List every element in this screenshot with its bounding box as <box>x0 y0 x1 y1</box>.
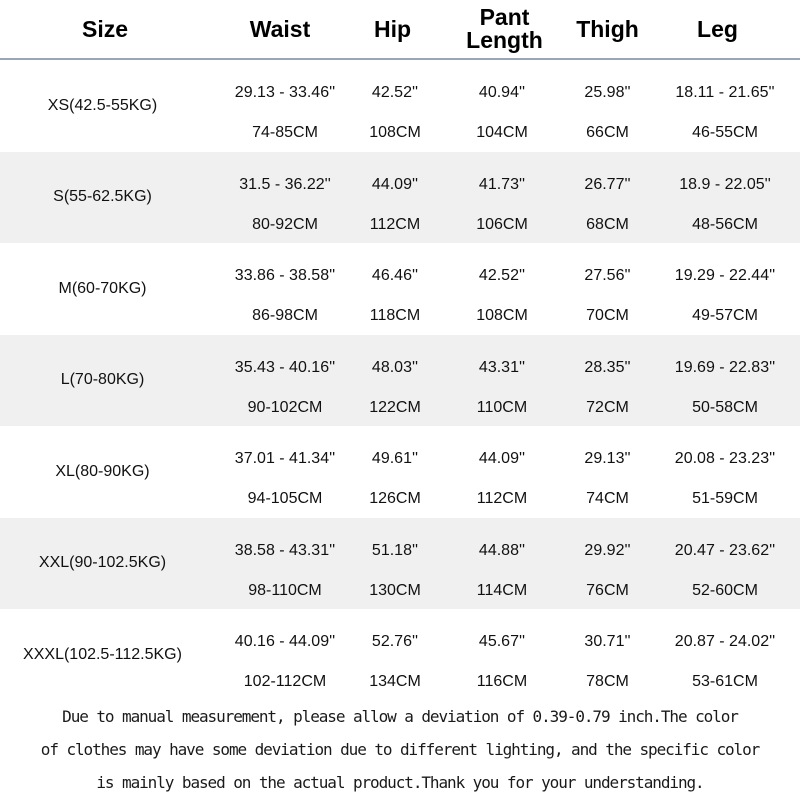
table-row <box>0 60 800 152</box>
leg-inch: 20.47 - 23.62'' <box>674 541 776 559</box>
thigh-inch: 27.56'' <box>584 267 631 284</box>
hip-cm: 126CM <box>369 490 421 507</box>
waist-cm: 98-110CM <box>248 581 322 599</box>
pant-length-cm: 104CM <box>476 124 528 141</box>
thigh-inch: 26.77'' <box>584 175 631 193</box>
note-line-1: Due to manual measurement, please allow a deviation of 0.39-0.79 inch.The color <box>62 707 738 726</box>
hip-cm: 134CM <box>369 673 421 690</box>
pant-length-inch: 44.88'' <box>478 541 526 559</box>
waist-cm: 94-105CM <box>247 490 323 507</box>
hip-inch: 49.61'' <box>371 450 419 467</box>
header-pant-line1: Pant <box>479 4 530 30</box>
waist-cm: 102-112CM <box>243 673 327 690</box>
leg-cm: 46-55CM <box>692 124 758 141</box>
pant-length-inch: 43.31'' <box>478 358 526 376</box>
pant-length-inch: 41.73'' <box>478 175 526 193</box>
note-line-2: of clothes may have some deviation due to different lighting, and the specific color <box>40 740 760 759</box>
header-hip: Hip <box>373 15 412 42</box>
leg-inch: 19.29 - 22.44'' <box>674 267 776 284</box>
pant-length-cm: 112CM <box>476 490 528 507</box>
hip-inch: 46.46'' <box>371 267 419 284</box>
hip-inch: 44.09'' <box>371 175 419 193</box>
header-thigh: Thigh <box>576 15 639 42</box>
pant-length-inch: 45.67'' <box>478 633 526 650</box>
table-row <box>0 518 800 610</box>
measurement-note <box>0 700 800 800</box>
leg-cm: 52-60CM <box>692 581 758 599</box>
pant-length-cm: 108CM <box>476 307 528 324</box>
size-label: L(70-80KG) <box>60 371 145 389</box>
hip-cm: 112CM <box>369 215 421 233</box>
table-row <box>0 243 800 335</box>
waist-inch: 33.86 - 38.58'' <box>234 267 336 284</box>
waist-cm: 90-102CM <box>247 398 323 416</box>
size-label: XXL(90-102.5KG) <box>38 554 167 572</box>
thigh-cm: 78CM <box>586 673 629 690</box>
leg-cm: 49-57CM <box>692 307 758 324</box>
hip-cm: 118CM <box>369 307 421 324</box>
size-label: XS(42.5-55KG) <box>47 96 158 114</box>
leg-inch: 20.08 - 23.23'' <box>674 450 776 467</box>
header-size: Size <box>81 15 129 42</box>
thigh-cm: 74CM <box>586 490 629 507</box>
pant-length-cm: 106CM <box>476 215 528 233</box>
table-row <box>0 609 800 701</box>
header-leg: Leg <box>697 15 738 42</box>
hip-inch: 42.52'' <box>371 84 419 101</box>
thigh-inch: 29.92'' <box>584 541 631 559</box>
table-row <box>0 335 800 427</box>
hip-cm: 108CM <box>369 124 421 141</box>
leg-inch: 18.11 - 21.65'' <box>675 84 775 101</box>
size-label: S(55-62.5KG) <box>53 188 152 206</box>
waist-cm: 80-92CM <box>252 215 318 233</box>
thigh-cm: 72CM <box>586 398 629 416</box>
waist-inch: 35.43 - 40.16'' <box>234 358 336 376</box>
pant-length-inch: 42.52'' <box>478 267 526 284</box>
pant-length-inch: 40.94'' <box>478 84 526 101</box>
leg-cm: 51-59CM <box>692 490 758 507</box>
waist-inch: 29.13 - 33.46'' <box>234 84 336 101</box>
thigh-cm: 70CM <box>586 307 629 324</box>
thigh-inch: 30.71'' <box>584 633 631 650</box>
table-header <box>0 0 800 60</box>
pant-length-cm: 114CM <box>476 581 528 599</box>
hip-inch: 52.76'' <box>371 633 419 650</box>
thigh-cm: 76CM <box>586 581 629 599</box>
size-table-body <box>0 60 800 701</box>
thigh-inch: 29.13'' <box>584 450 631 467</box>
hip-inch: 48.03'' <box>371 358 419 376</box>
thigh-inch: 28.35'' <box>584 358 631 376</box>
size-label: XXXL(102.5-112.5KG) <box>23 645 182 663</box>
thigh-cm: 66CM <box>586 124 629 141</box>
pant-length-inch: 44.09'' <box>478 450 526 467</box>
pant-length-cm: 116CM <box>476 673 528 690</box>
header-waist: Waist <box>249 15 311 42</box>
size-label: M(60-70KG) <box>58 279 147 297</box>
waist-inch: 31.5 - 36.22'' <box>239 175 331 193</box>
hip-cm: 122CM <box>369 398 421 416</box>
note-line-3: is mainly based on the actual product.Thank you for your understanding. <box>96 773 704 792</box>
hip-cm: 130CM <box>369 581 421 599</box>
thigh-inch: 25.98'' <box>584 84 631 101</box>
thigh-cm: 68CM <box>586 215 629 233</box>
waist-inch: 37.01 - 41.34'' <box>234 450 336 467</box>
waist-cm: 74-85CM <box>252 124 318 141</box>
leg-cm: 48-56CM <box>692 215 758 233</box>
header-pant-length <box>452 0 557 58</box>
leg-inch: 19.69 - 22.83'' <box>674 358 776 376</box>
waist-inch: 40.16 - 44.09'' <box>234 633 336 650</box>
leg-cm: 53-61CM <box>692 673 758 690</box>
header-pant-line2: Length <box>466 27 543 53</box>
waist-cm: 86-98CM <box>252 307 318 324</box>
table-row <box>0 426 800 518</box>
leg-inch: 18.9 - 22.05'' <box>679 175 771 193</box>
hip-inch: 51.18'' <box>371 541 419 559</box>
pant-length-cm: 110CM <box>476 398 528 416</box>
table-row <box>0 152 800 244</box>
leg-cm: 50-58CM <box>692 398 758 416</box>
waist-inch: 38.58 - 43.31'' <box>234 541 336 559</box>
leg-inch: 20.87 - 24.02'' <box>674 633 776 650</box>
size-label: XL(80-90KG) <box>55 462 150 480</box>
